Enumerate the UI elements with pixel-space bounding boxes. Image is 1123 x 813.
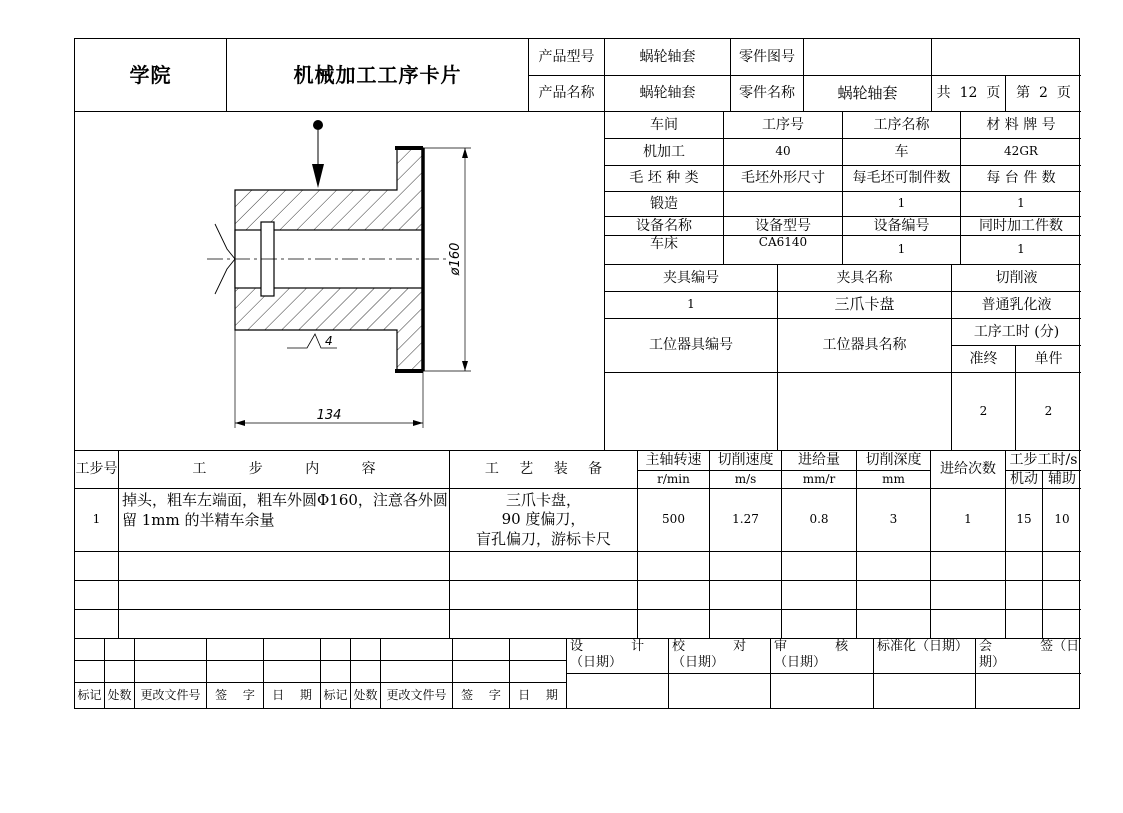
equipment-line-1: 三爪卡盘， [505, 490, 581, 509]
parts-per-machine-value: 1 [961, 192, 1081, 217]
check-sign-value[interactable] [669, 674, 771, 708]
empty-step-cell [1006, 581, 1043, 610]
empty-step-cell [1006, 610, 1043, 639]
empty-step-cell [1043, 552, 1081, 581]
unit-time-value: 2 [1016, 373, 1081, 451]
revision-cell[interactable] [351, 661, 381, 683]
total-unit: 页 [986, 85, 1001, 102]
part-drawing-no-value [804, 39, 932, 76]
simultaneous-value: 1 [961, 236, 1081, 265]
blank-type-value: 锻造 [605, 192, 724, 217]
empty-step-cell [450, 552, 638, 581]
empty-step-cell [638, 552, 710, 581]
equipment-no-value: 1 [843, 236, 961, 265]
blank-type-label: 毛 坯 种 类 [605, 166, 724, 192]
mark-label: 标记 [75, 683, 105, 708]
material-label: 材 料 牌 号 [961, 112, 1081, 139]
revision-cell[interactable] [135, 639, 207, 661]
review-sign-value[interactable] [771, 674, 874, 708]
revision-cell[interactable] [264, 661, 321, 683]
empty-step-cell [710, 610, 782, 639]
revision-cell[interactable] [207, 661, 264, 683]
revision-cell[interactable] [75, 639, 105, 661]
revision-cell[interactable] [264, 639, 321, 661]
process-no-label: 工序号 [724, 112, 843, 139]
empty-step-cell [857, 610, 931, 639]
empty-step-cell [782, 552, 857, 581]
diameter-label: ø160 [448, 242, 463, 276]
station-tool-no-value [605, 373, 778, 451]
sign-label: 签 字 [207, 683, 264, 708]
prep-time-value: 2 [952, 373, 1016, 451]
revision-cell[interactable] [510, 639, 567, 661]
revision-cell[interactable] [351, 639, 381, 661]
empty-step-cell [75, 552, 119, 581]
revision-cell[interactable] [105, 661, 135, 683]
sign-label-2: 签 字 [453, 683, 510, 708]
empty-step-cell [782, 610, 857, 639]
blank-size-label: 毛坯外形尺寸 [724, 166, 843, 192]
simultaneous-label: 同时加工件数 [979, 217, 1063, 234]
review-sign-label: 审 核（日期） [771, 639, 874, 674]
empty-step-cell [710, 552, 782, 581]
part-name-label: 零件名称 [731, 76, 804, 112]
total-pages-cell [932, 76, 1006, 112]
fixture-name-label: 夹具名称 [778, 265, 952, 292]
equipment-model-value: CA6140 [724, 236, 843, 265]
revision-cell[interactable] [105, 639, 135, 661]
clamp-arrow-icon [312, 164, 324, 188]
revision-cell[interactable] [207, 639, 264, 661]
step-time-header: 工步工时/s [1006, 451, 1081, 471]
passes-header: 进给次数 [931, 451, 1006, 489]
speed-unit: m/s [710, 471, 782, 489]
step-row-passes: 1 [931, 489, 1006, 552]
empty-step-cell [710, 581, 782, 610]
step-row-aux: 10 [1043, 489, 1081, 552]
empty-step-cell [119, 581, 450, 610]
revision-cell[interactable] [321, 661, 351, 683]
revision-cell[interactable] [381, 639, 453, 661]
empty-step-cell [638, 610, 710, 639]
fixture-no-label: 夹具编号 [605, 265, 778, 292]
change-doc-label-2: 更改文件号 [381, 683, 453, 708]
page-no-cell [1006, 76, 1081, 112]
equipment-line-3: 盲孔偏刀，游标卡尺 [475, 529, 611, 548]
part-name-value: 蜗轮轴套 [804, 76, 932, 112]
revision-cell[interactable] [453, 661, 510, 683]
equipment-name-value: 车床 [605, 236, 724, 265]
drawing-area [75, 112, 605, 451]
feed-header: 进给量 [782, 451, 857, 471]
material-value: 42GR [961, 139, 1081, 166]
date-label: 日 期 [264, 683, 321, 708]
workshop-label: 车间 [605, 112, 724, 139]
depth-header: 切削深度 [857, 451, 931, 471]
product-model-value: 蜗轮轴套 [605, 39, 731, 76]
step-row-feed: 0.8 [782, 489, 857, 552]
spindle-header: 主轴转速 [638, 451, 710, 471]
equipment-name-label: 设备名称 [605, 217, 724, 235]
page-label: 第 [1016, 85, 1031, 102]
coolant-label: 切削液 [952, 265, 1081, 292]
fixture-name-value: 三爪卡盘 [778, 292, 952, 319]
step-row-speed: 1.27 [710, 489, 782, 552]
step-row-equipment [450, 489, 638, 552]
total-label: 共 [936, 85, 951, 102]
product-name-value: 蜗轮轴套 [605, 76, 731, 112]
empty-step-cell [75, 610, 119, 639]
revision-cell[interactable] [135, 661, 207, 683]
total-pages: 12 [959, 85, 978, 102]
empty-step-cell [931, 610, 1006, 639]
school-cell: 学院 [75, 39, 227, 112]
card-title: 机械加工工序卡片 [227, 39, 529, 112]
step-row-no: 1 [75, 489, 119, 552]
revision-cell[interactable] [453, 639, 510, 661]
workshop-value: 机加工 [605, 139, 724, 166]
part-drawing-no-label: 零件图号 [731, 39, 804, 76]
page-no: 2 [1039, 85, 1048, 102]
empty-step-cell [75, 581, 119, 610]
empty-step-cell [782, 581, 857, 610]
countersign-label: 会 签（日期） [976, 639, 1081, 674]
check-sign-label: 校 对（日期） [669, 639, 771, 674]
page-unit: 页 [1056, 85, 1071, 102]
process-card [74, 38, 1080, 709]
change-doc-label: 更改文件号 [135, 683, 207, 708]
station-tool-no-label: 工位器具编号 [605, 319, 778, 373]
revision-cell[interactable] [381, 661, 453, 683]
equipment-line-2: 90 度偏刀， [501, 510, 586, 529]
step-no-header: 工步号 [75, 451, 119, 489]
length-label: 134 [316, 408, 342, 423]
process-no-value: 40 [724, 139, 843, 166]
product-model-label: 产品型号 [529, 39, 605, 76]
equipment-no-label: 设备编号 [843, 217, 961, 235]
fixture-no-value: 1 [605, 292, 778, 319]
step-row-machine: 15 [1006, 489, 1043, 552]
part-drawing [75, 112, 605, 451]
empty-step-cell [1043, 581, 1081, 610]
roughness-label: 4 [325, 334, 333, 348]
product-name-label: 产品名称 [529, 76, 605, 112]
empty-step-cell [857, 552, 931, 581]
revision-cell[interactable] [510, 661, 567, 683]
step-row-content: 掉头，粗车左端面，粗车外圆Φ160，注意各外圆留 1mm 的半精车余量 [119, 489, 450, 552]
step-row-spindle: 500 [638, 489, 710, 552]
coolant-value: 普通乳化液 [952, 292, 1081, 319]
process-time-label: 工序工时 (分) [952, 319, 1081, 346]
empty-step-cell [119, 610, 450, 639]
feed-unit: mm/r [782, 471, 857, 489]
speed-header: 切削速度 [710, 451, 782, 471]
empty-step-cell [857, 581, 931, 610]
step-content-header: 工 步 内 容 [119, 451, 450, 489]
depth-unit: mm [857, 471, 931, 489]
countersign-value[interactable] [976, 674, 1081, 708]
revision-cell[interactable] [321, 639, 351, 661]
parts-per-blank-label: 每毛坯可制件数 [843, 166, 961, 192]
parts-per-machine-label: 每 台 件 数 [961, 166, 1081, 192]
prep-label: 准终 [952, 346, 1016, 373]
step-row-depth: 3 [857, 489, 931, 552]
count-label-2: 处数 [351, 683, 381, 708]
revision-cell[interactable] [75, 661, 105, 683]
date-label-2: 日 期 [510, 683, 567, 708]
count-label: 处数 [105, 683, 135, 708]
equipment-model-label: 设备型号 [724, 217, 843, 235]
machine-time-header: 机动 [1006, 471, 1043, 489]
step-equipment-header: 工 艺 装 备 [450, 451, 638, 489]
empty-step-cell [638, 581, 710, 610]
design-sign-label: 设 计（日期） [567, 639, 669, 674]
blank-size-value [724, 192, 843, 217]
unit-label: 单件 [1016, 346, 1081, 373]
mark-label-2: 标记 [321, 683, 351, 708]
empty-step-cell [931, 552, 1006, 581]
empty-step-cell [450, 581, 638, 610]
spindle-unit: r/min [638, 471, 710, 489]
clamp-point-icon [313, 120, 323, 130]
empty-step-cell [1006, 552, 1043, 581]
station-tool-name-value [778, 373, 952, 451]
parts-per-blank-value: 1 [843, 192, 961, 217]
process-name-value: 车 [843, 139, 961, 166]
process-name-label: 工序名称 [843, 112, 961, 139]
empty-step-cell [1043, 610, 1081, 639]
standard-sign-label: 标准化（日期） [874, 639, 976, 674]
design-sign-value[interactable] [567, 674, 669, 708]
empty-step-cell [931, 581, 1006, 610]
station-tool-name-label: 工位器具名称 [778, 319, 952, 373]
standard-sign-value[interactable] [874, 674, 976, 708]
blank-header-cell [932, 39, 1081, 76]
aux-time-header: 辅助 [1043, 471, 1081, 489]
empty-step-cell [119, 552, 450, 581]
empty-step-cell [450, 610, 638, 639]
